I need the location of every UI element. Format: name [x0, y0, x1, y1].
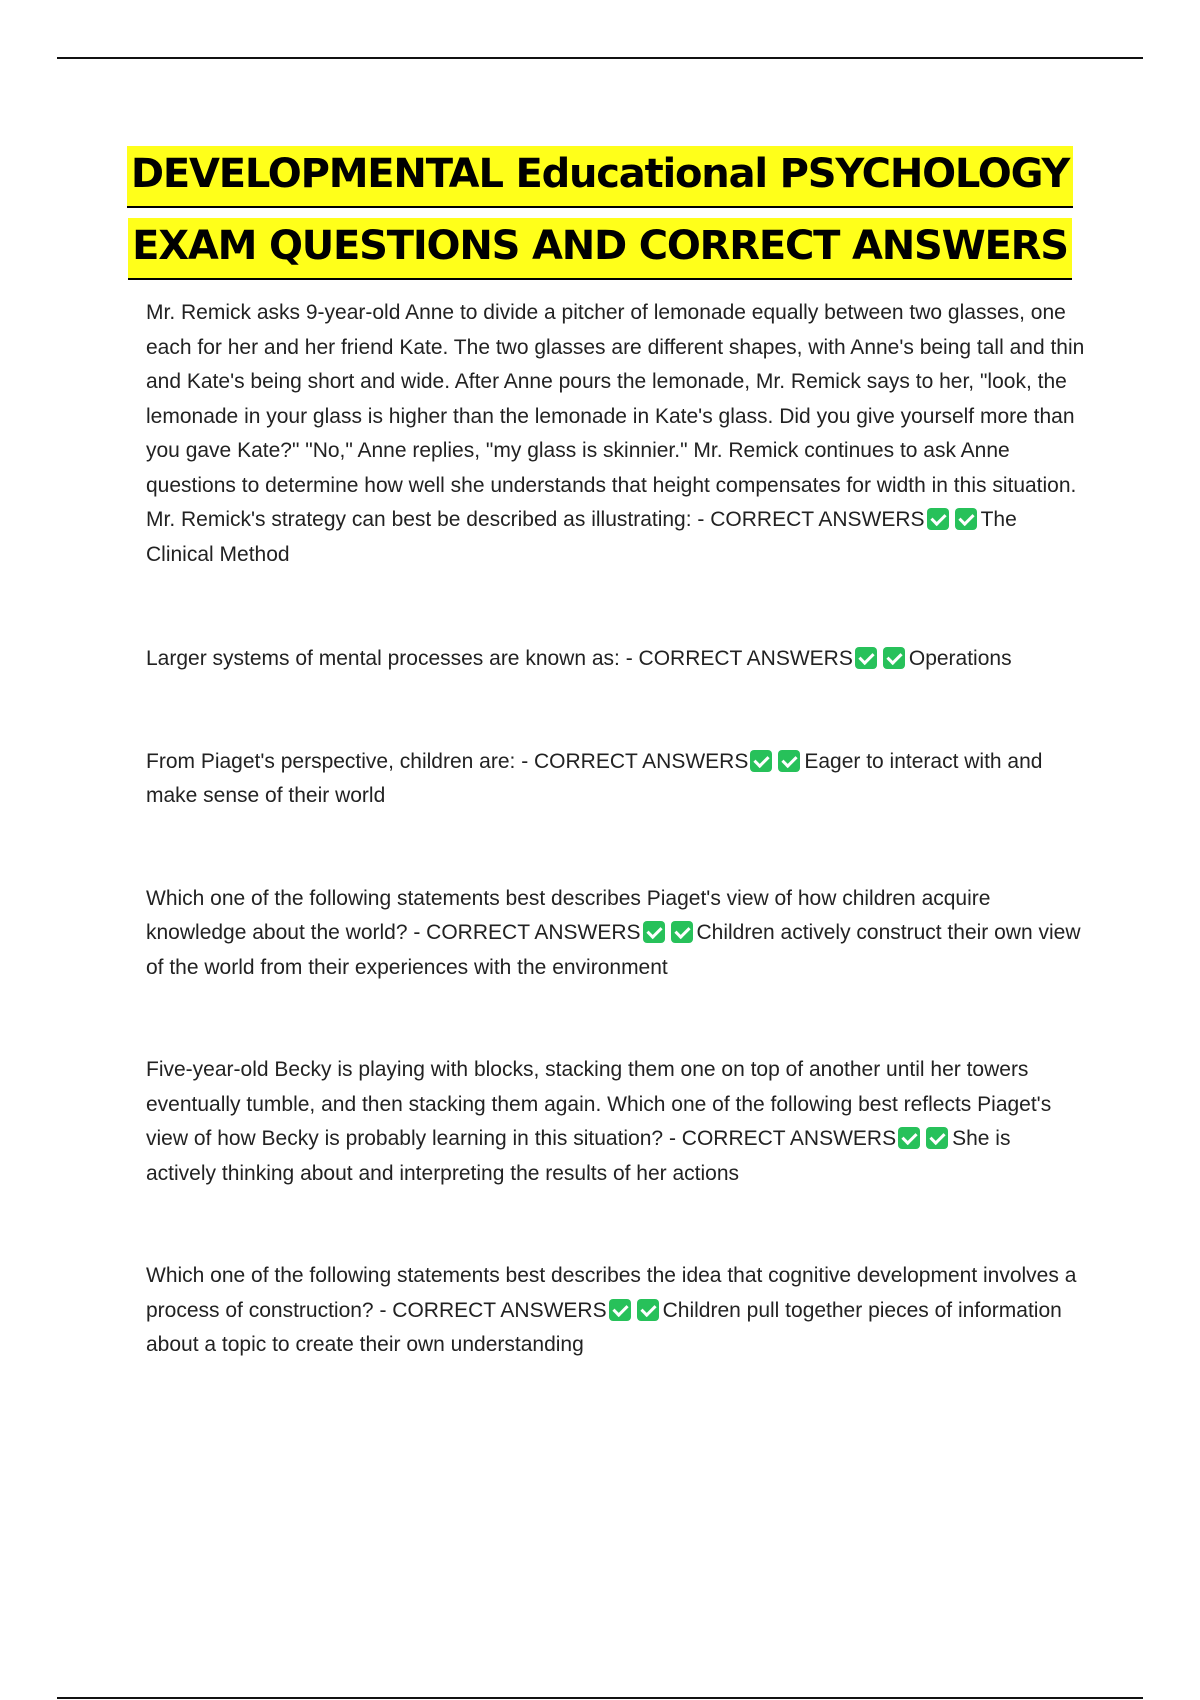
question-text: From Piaget's perspective, children are: [146, 749, 516, 773]
check-icon [926, 1127, 948, 1149]
question-text: Mr. Remick asks 9-year-old Anne to divide a pitcher of lemonade equally between two glasses, one each for her and her friend Kate. The two glasses are different shapes, with Anne's being tall and thin and Kate's being short and wide. After Anne pours the lemonade, Mr. Remick says to her, "look, the lemonade in your glass is higher than the lemonade in Kate's glass. Did you give yourself more than you gave Kate?" "No," Anne replies, "my glass is skinnier." Mr. Remick continues to ask Anne questions to determine how well she understands that height compensates for width in this situation. Mr. Remick's strategy can best be described as illustrating: [146, 301, 1085, 531]
qa-item [146, 1259, 1086, 1363]
check-icon [955, 508, 977, 530]
answer-marker: - CORRECT ANSWERS [625, 647, 853, 670]
qa-item [146, 1053, 1086, 1191]
question-text: Larger systems of mental processes are known as: [146, 647, 620, 670]
qa-item [146, 882, 1086, 986]
check-icon [609, 1299, 631, 1321]
title-line-1: DEVELOPMENTAL Educational PSYCHOLOGY [127, 146, 1073, 208]
answer-text: Eager to interact with and make sense of their world [146, 749, 1043, 807]
qa-item [146, 642, 1086, 677]
top-rule [57, 57, 1143, 59]
qa-list [146, 296, 1086, 1363]
answer-text: She is actively thinking about and interpreting the results of her actions [146, 1127, 1011, 1185]
answer-marker: - CORRECT ANSWERS [668, 1127, 897, 1150]
answer-text: Children actively construct their own view of the world from their experiences with the environment [146, 921, 1081, 979]
check-icon [778, 750, 800, 772]
question-text: Five-year-old Becky is playing with blocks, stacking them one on top of another until her towers eventually tumble, and then stacking them again. Which one of the following best reflects Piaget's view of how Becky is probably learning in this situation? [146, 1058, 1052, 1150]
answer-marker: - CORRECT ANSWERS [521, 749, 749, 773]
qa-item [146, 745, 1086, 814]
document-title [0, 146, 1200, 280]
answer-marker: - CORRECT ANSWERS [379, 1298, 607, 1322]
check-icon [750, 750, 772, 772]
answer-marker: - CORRECT ANSWERS [413, 921, 641, 944]
answer-text: The Clinical Method [146, 508, 1017, 566]
answer-marker: - CORRECT ANSWERS [697, 508, 925, 531]
check-icon [855, 647, 877, 669]
answer-text: Operations [908, 647, 1012, 670]
check-icon [883, 647, 905, 669]
check-icon [643, 921, 665, 943]
check-icon [927, 508, 949, 530]
check-icon [898, 1127, 920, 1149]
title-line-2: EXAM QUESTIONS AND CORRECT ANSWERS [128, 218, 1072, 280]
qa-item [146, 296, 1086, 572]
question-text: Which one of the following statements best describes the idea that cognitive development involves a process of construction? [146, 1264, 1077, 1322]
question-text: Which one of the following statements best describes Piaget's view of how children acquire knowledge about the world? [146, 886, 991, 944]
bottom-rule [57, 1697, 1143, 1699]
answer-text: Children pull together pieces of information about a topic to create their own understanding [146, 1298, 1062, 1356]
check-icon [637, 1299, 659, 1321]
check-icon [671, 921, 693, 943]
